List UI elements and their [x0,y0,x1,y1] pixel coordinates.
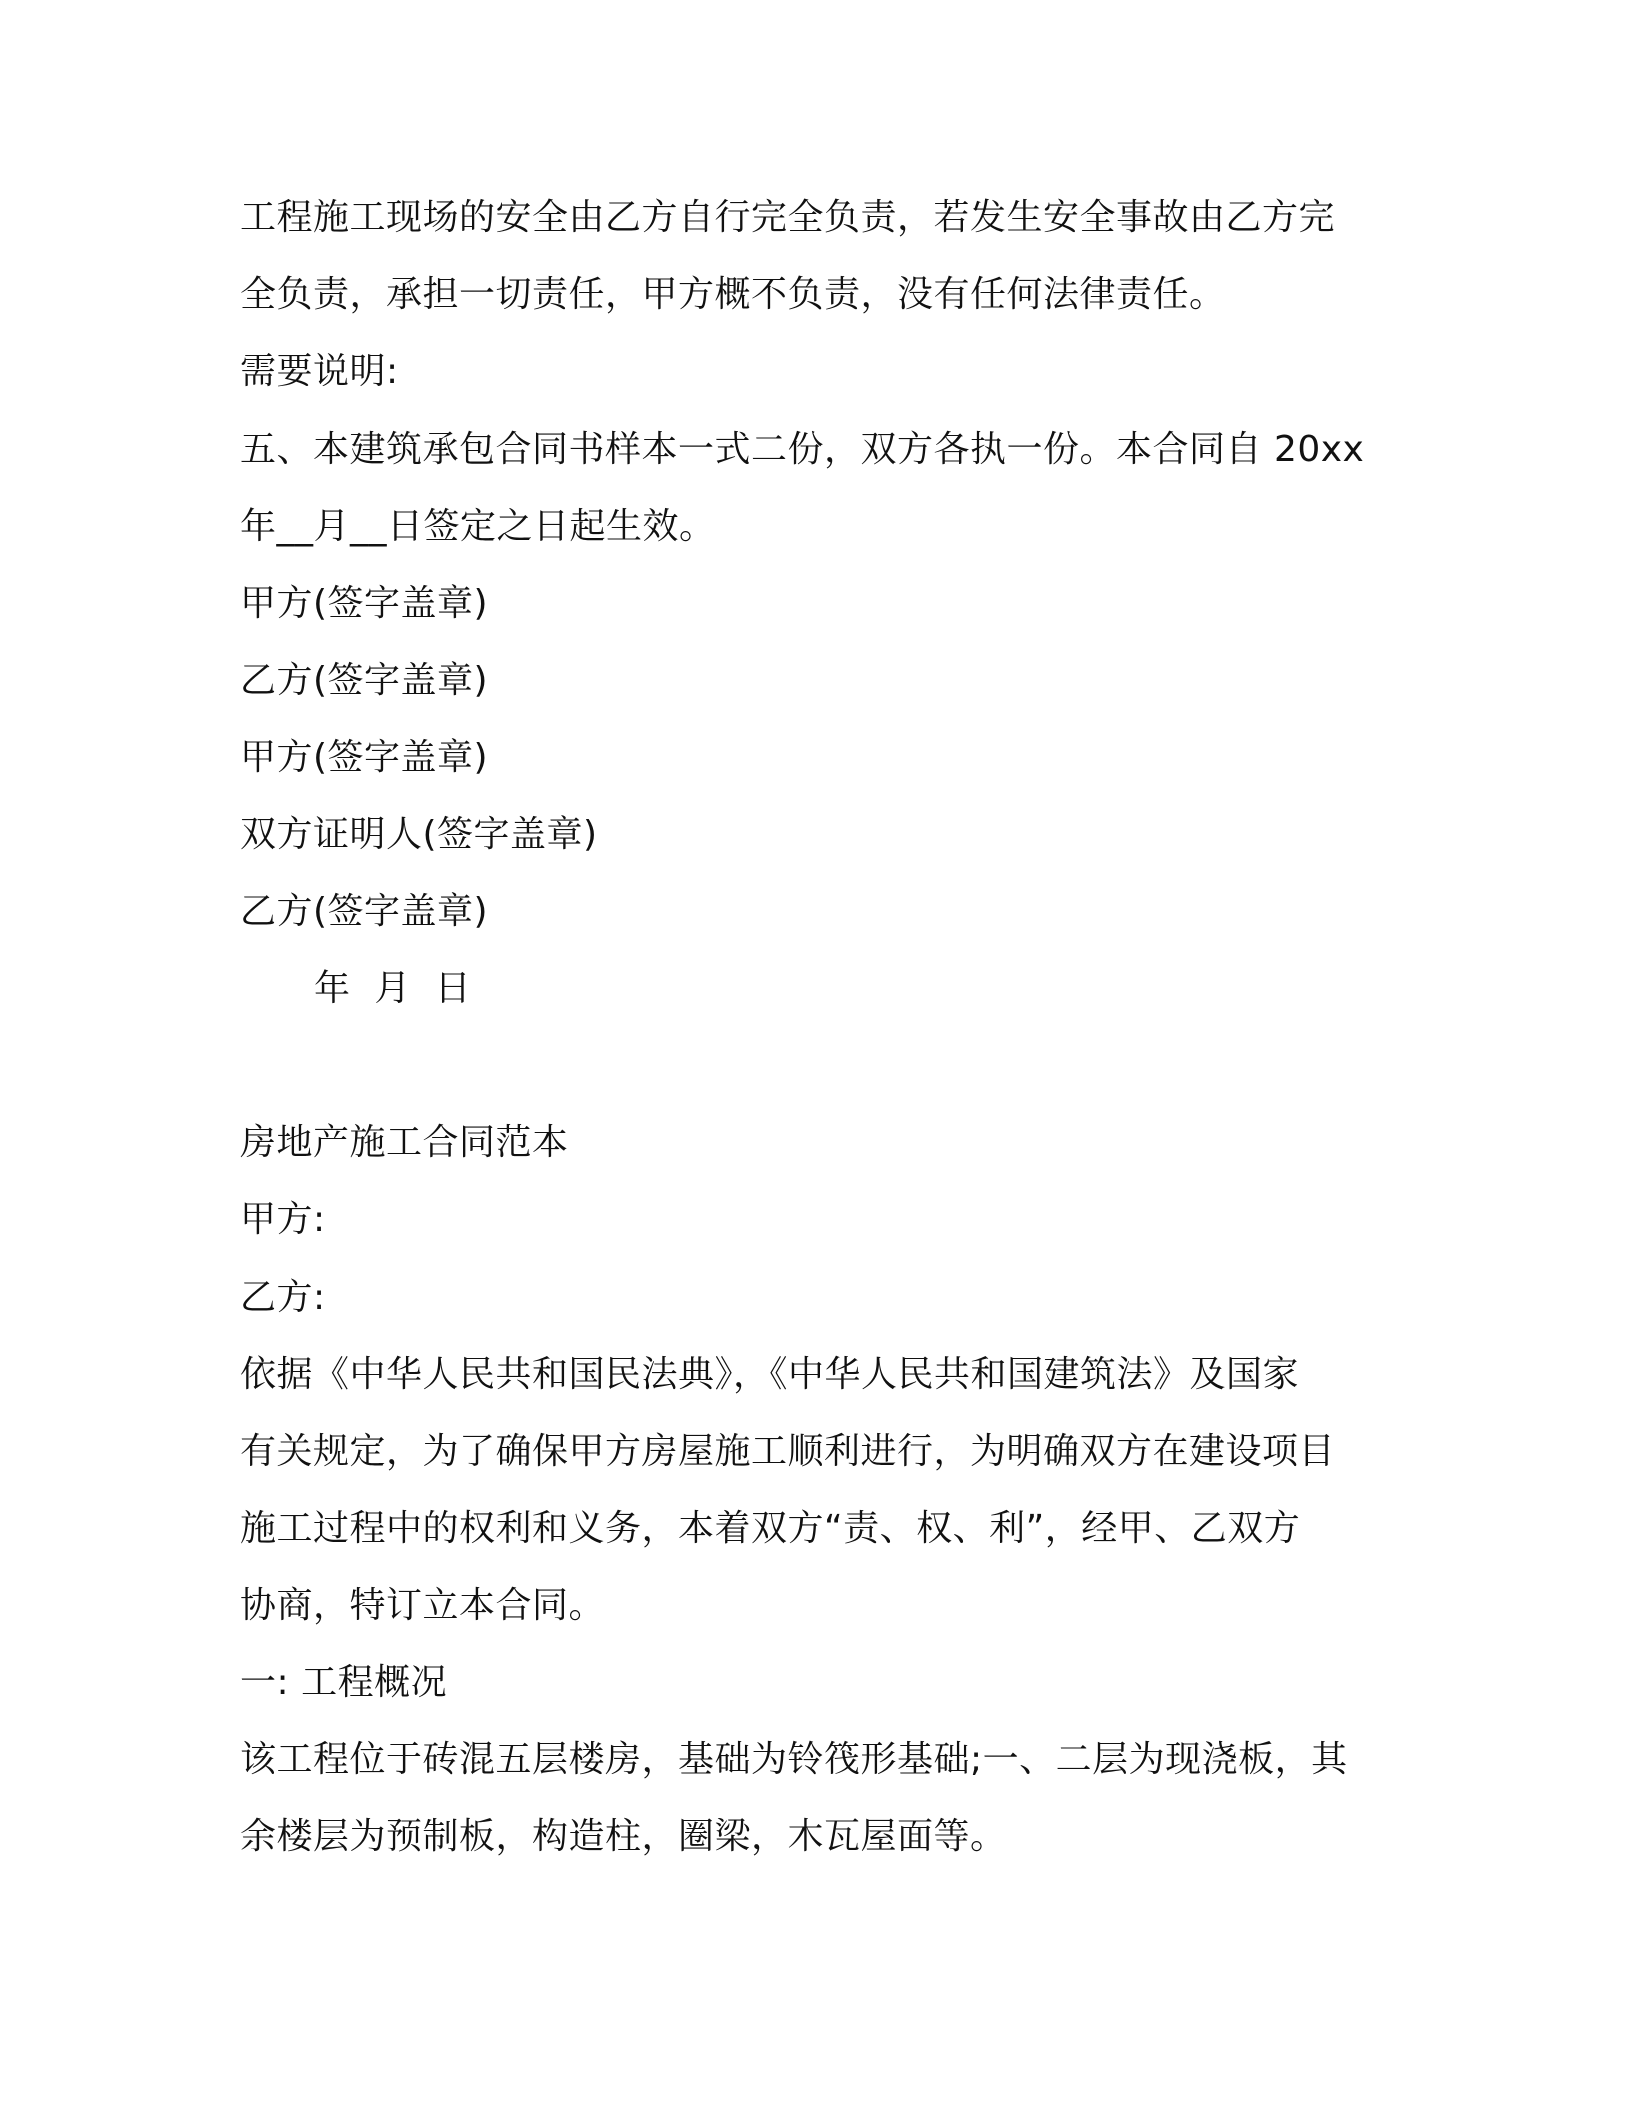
text-line: 年__月__日签定之日起生效。 [240,506,716,547]
text-line: 甲方(签字盖章) [240,737,489,778]
text-line: 余楼层为预制板，构造柱，圈梁，木瓦屋面等。 [240,1816,1007,1857]
text-line: 施工过程中的权利和义务，本着双方“责、权、利”，经甲、乙双方 [240,1508,1301,1549]
text-line: 该工程位于砖混五层楼房，基础为铃筏形基础;一、二层为现浇板，其 [240,1739,1348,1780]
text-line: 依据《中华人民共和国民法典》，《中华人民共和国建筑法》及国家 [240,1354,1300,1395]
text-line: 乙方: [240,1277,326,1318]
text-line: 双方证明人(签字盖章) [240,814,598,855]
text-line: 全负责，承担一切责任，甲方概不负责，没有任何法律责任。 [240,274,1226,315]
text-line: 工程施工现场的安全由乙方自行完全负责，若发生安全事故由乙方完 [240,197,1336,238]
text-line: 五、本建筑承包合同书样本一式二份，双方各执一份。本合同自 20xx [240,429,1365,470]
section-title: 房地产施工合同范本 [240,1122,569,1163]
text-line: 一: 工程概况 [240,1662,448,1703]
text-line: 有关规定，为了确保甲方房屋施工顺利进行，为明确双方在建设项目 [240,1431,1336,1472]
text-line: 乙方(签字盖章) [240,891,489,932]
text-line: 甲方(签字盖章) [240,583,489,624]
text-line: 甲方: [240,1199,326,1240]
text-line: 乙方(签字盖章) [240,660,489,701]
text-line: 需要说明: [240,351,399,392]
text-line: 协商，特订立本合同。 [240,1585,606,1626]
date-line: 年 月 日 [314,968,472,1009]
